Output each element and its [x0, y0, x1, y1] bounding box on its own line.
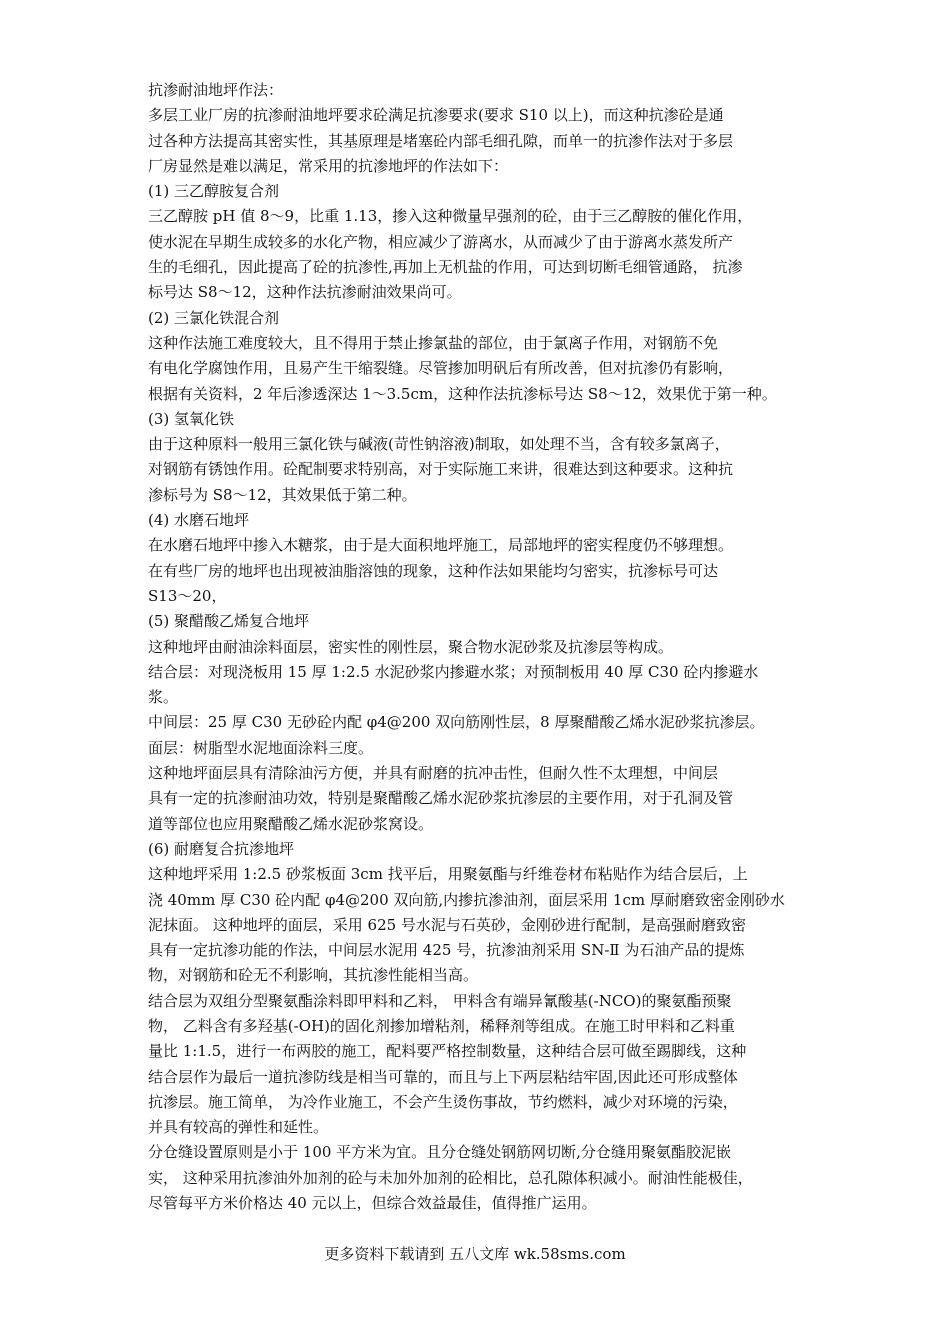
text-line: 生的毛细孔，因此提高了砼的抗渗性,再加上无机盐的作用，可达到切断毛细管通路， 抗渗	[148, 258, 743, 277]
text-line: 面层：树脂型水泥地面涂料三度。	[148, 738, 374, 757]
text-line: 具有一定抗渗功能的作法，中间层水泥用 425 号，抗渗油剂采用 SN-Ⅱ 为石油产品的提炼	[148, 941, 745, 960]
text-line: 结合层：对现浇板用 15 厚 1:2.5 水泥砂浆内掺避水浆；对预制板用 40 厚 C30 砼内掺避水	[148, 662, 759, 681]
text-line: 标号达 S8～12，这种作法抗渗耐油效果尚可。	[148, 283, 462, 302]
text-line: 在水磨石地坪中掺入木糖浆，由于是大面积地坪施工，局部地坪的密实程度仍不够理想。	[148, 536, 734, 555]
text-line: 这种地坪由耐油涂料面层，密实性的刚性层，聚合物水泥砂浆及抗渗层等构成。	[148, 637, 674, 656]
text-line: 渗标号为 S8～12，其效果低于第二种。	[148, 485, 417, 504]
text-line: 尽管每平方米价格达 40 元以上，但综合效益最佳，值得推广运用。	[148, 1194, 597, 1213]
text-line: 浇 40mm 厚 C30 砼内配 φ4@200 双向筋,内掺抗渗油剂，面层采用 1cm 厚耐磨致密金刚砂水	[148, 890, 785, 909]
text-line: 厂房显然是难以满足，常采用的抗渗地坪的作法如下：	[148, 156, 509, 175]
section-heading: (3) 氢氧化铁	[148, 409, 235, 428]
section-heading: (6) 耐磨复合抗渗地坪	[148, 839, 295, 858]
text-line: 多层工业厂房的抗渗耐油地坪要求砼满足抗渗要求(要求 S10 以上)，而这种抗渗砼是通	[148, 106, 724, 125]
text-line: 过各种方法提高其密实性，其基原理是堵塞砼内部毛细孔隙，而单一的抗渗作法对于多层	[148, 131, 734, 150]
text-line: 结合层为双组分型聚氨酯涂料即甲料和乙料， 甲料含有端异氰酸基(-NCO)的聚氨酯预聚	[148, 991, 732, 1010]
document-body	[148, 78, 818, 1216]
text-line: 在有些厂房的地坪也出现被油脂溶蚀的现象，这种作法如果能均匀密实，抗渗标号可达	[148, 561, 719, 580]
text-line: S13～20，	[148, 586, 227, 605]
text-line: 并具有较高的弹性和延性。	[148, 1118, 329, 1137]
text-line: 这种作法施工难度较大，且不得用于禁止掺氯盐的部位，由于氯离子作用，对钢筋不免	[148, 333, 719, 352]
text-line: 由于这种原料一般用三氯化铁与碱液(苛性钠溶液)制取，如处理不当，含有较多氯离子，	[148, 435, 730, 454]
text-line: 浆。	[148, 688, 179, 707]
text-line: 泥抹面。 这种地坪的面层，采用 625 号水泥与石英砂，金刚砂进行配制，是高强耐磨致密	[148, 915, 746, 934]
section-heading: (4) 水磨石地坪	[148, 511, 250, 530]
text-line: 对钢筋有锈蚀作用。砼配制要求特别高，对于实际施工来讲，很难达到这种要求。这种抗	[148, 460, 734, 479]
text-line: 道等部位也应用聚醋酸乙烯水泥砂浆窝设。	[148, 814, 434, 833]
text-line: 中间层：25 厚 C30 无砂砼内配 φ4@200 双向筋刚性层，8 厚聚醋酸乙烯水泥砂浆抗渗层。	[148, 713, 765, 732]
text-line: 这种地坪采用 1:2.5 砂浆板面 3cm 找平后，用聚氨酯与纤维卷材布粘贴作为结合层后，上	[148, 865, 748, 884]
text-line: 三乙醇胺 pH 值 8～9，比重 1.13，掺入这种微量早强剂的砼，由于三乙醇胺的催化作用，	[148, 207, 753, 226]
section-heading: (1) 三乙醇胺复合剂	[148, 182, 280, 201]
text-line: 抗渗耐油地坪作法：	[148, 81, 284, 99]
text-line: 分仓缝设置原则是小于 100 平方米为宜。且分仓缝处钢筋网切断,分仓缝用聚氨酯胶泥嵌	[148, 1143, 731, 1162]
text-line: 具有一定的抗渗耐油功效，特别是聚醋酸乙烯水泥砂浆抗渗层的主要作用，对于孔洞及管	[148, 789, 734, 808]
text-line: 这种地坪面层具有清除油污方便，并具有耐磨的抗冲击性，但耐久性不太理想，中间层	[148, 764, 719, 783]
text-line: 实， 这种采用抗渗油外加剂的砼与未加外加剂的砼相比，总孔隙体积减小。耐油性能极佳，	[148, 1168, 753, 1187]
footer-link-text[interactable]: 更多资料下载请到 五八文库 wk.58sms.com	[324, 1245, 626, 1263]
text-line: 根据有关资料，2 年后渗透深达 1～3.5cm，这种作法抗渗标号达 S8～12，效果优于第一种。	[148, 384, 777, 403]
text-line: 有电化学腐蚀作用，且易产生干缩裂缝。尽管掺加明矾后有所改善，但对抗渗仍有影响，	[148, 359, 734, 378]
section-heading: (5) 聚醋酸乙烯复合地坪	[148, 612, 310, 631]
text-line: 结合层作为最后一道抗渗防线是相当可靠的，而且与上下两层粘结牢固,因此还可形成整体	[148, 1067, 738, 1086]
text-line: 使水泥在早期生成较多的水化产物，相应减少了游离水，从而减少了由于游离水蒸发所产	[148, 232, 734, 251]
section-heading: (2) 三氯化铁混合剂	[148, 308, 280, 327]
text-line: 物， 乙料含有多羟基(-OH)的固化剂掺加增粘剂，稀释剂等组成。在施工时甲料和乙料重	[148, 1016, 735, 1035]
text-line: 物，对钢筋和砼无不利影响，其抗渗性能相当高。	[148, 966, 479, 985]
text-line: 量比 1:1.5，进行一布两胶的施工，配料要严格控制数量，这种结合层可做至踢脚线，这种	[148, 1042, 747, 1061]
text-line: 抗渗层。施工简单， 为冷作业施工，不会产生烫伤事故，节约燃料，减少对环境的污染，	[148, 1092, 738, 1111]
